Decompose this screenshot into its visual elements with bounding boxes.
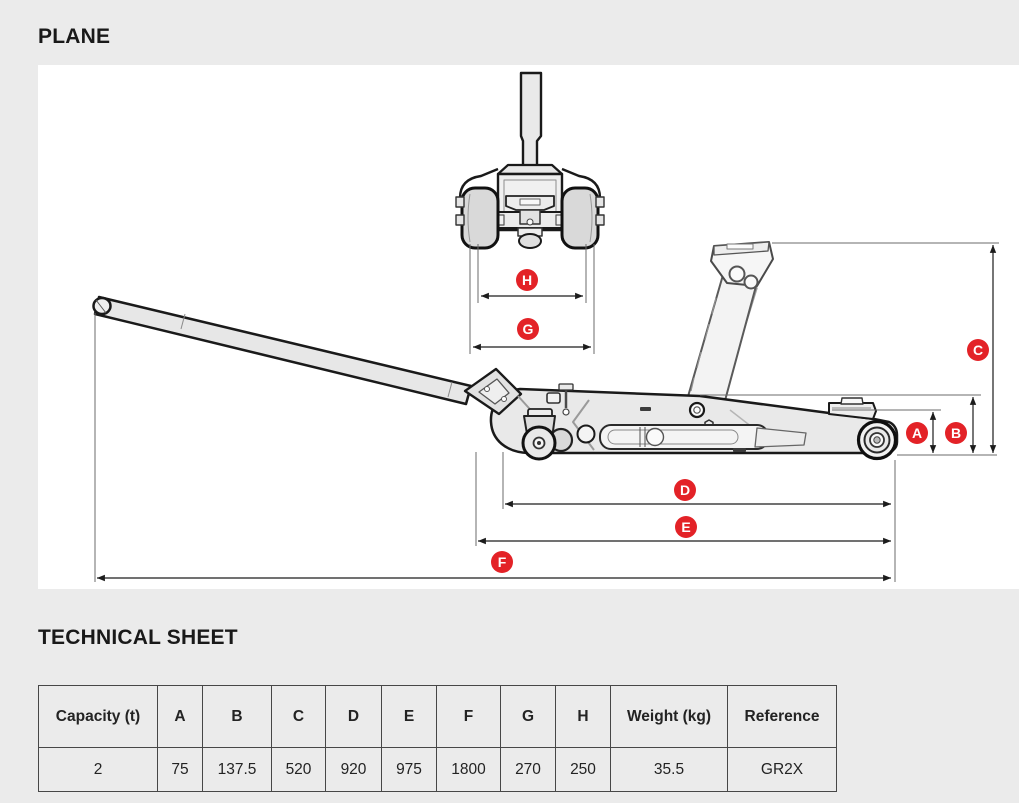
spec-cell: 137.5: [203, 748, 272, 792]
drawing-area: [38, 65, 1019, 589]
trolley-jack-dimension-diagram: [38, 65, 1019, 589]
front-handle-shaft: [521, 73, 541, 167]
spec-col-header: C: [272, 686, 326, 748]
svg-text:A: A: [911, 425, 923, 441]
spec-col-header: F: [437, 686, 501, 748]
jack-handle: [94, 297, 472, 404]
spec-cell: 270: [501, 748, 556, 792]
dim-label-b: [945, 422, 967, 444]
dim-label-e: [675, 516, 697, 538]
jack-side-view: [94, 242, 898, 459]
spec-col-header: E: [382, 686, 437, 748]
svg-text:D: D: [679, 482, 691, 498]
svg-text:F: F: [497, 554, 507, 570]
spec-col-header: G: [501, 686, 556, 748]
dim-label-h: [516, 269, 538, 291]
spec-cell: 75: [158, 748, 203, 792]
svg-text:C: C: [972, 342, 984, 358]
spec-col-header: Reference: [728, 686, 837, 748]
spec-cell: 520: [272, 748, 326, 792]
spec-cell: 35.5: [611, 748, 728, 792]
svg-text:G: G: [522, 321, 534, 337]
spec-col-header: D: [326, 686, 382, 748]
technical-sheet-title: TECHNICAL SHEET: [38, 626, 238, 649]
spec-cell: 2: [39, 748, 158, 792]
front-wheel: [859, 422, 896, 459]
spec-data-row: [39, 748, 837, 792]
svg-text:E: E: [681, 519, 691, 535]
front-left-wheel: [462, 188, 498, 248]
spec-cell: 975: [382, 748, 437, 792]
svg-text:B: B: [950, 425, 962, 441]
spec-col-header: H: [556, 686, 611, 748]
dim-label-c: [967, 339, 989, 361]
dim-label-g: [517, 318, 539, 340]
spec-cell: 920: [326, 748, 382, 792]
dim-label-a: [906, 422, 928, 444]
spec-cell: 250: [556, 748, 611, 792]
plane-section-title: PLANE: [38, 25, 111, 48]
spec-cell: 1800: [437, 748, 501, 792]
lift-arm: [687, 268, 759, 408]
spec-header-row: [39, 686, 837, 748]
spec-col-header: B: [203, 686, 272, 748]
spec-table-body: [39, 748, 837, 792]
dim-label-d: [674, 479, 696, 501]
jack-front-view: [456, 73, 604, 248]
spec-cell: GR2X: [728, 748, 837, 792]
spec-col-header: Weight (kg): [611, 686, 728, 748]
dim-label-f: [491, 551, 513, 573]
spec-col-header: Capacity (t): [39, 686, 158, 748]
spec-table-head: [39, 686, 837, 748]
spec-col-header: A: [158, 686, 203, 748]
svg-text:H: H: [521, 272, 533, 288]
front-right-wheel: [562, 188, 598, 248]
spec-table: [38, 685, 837, 792]
